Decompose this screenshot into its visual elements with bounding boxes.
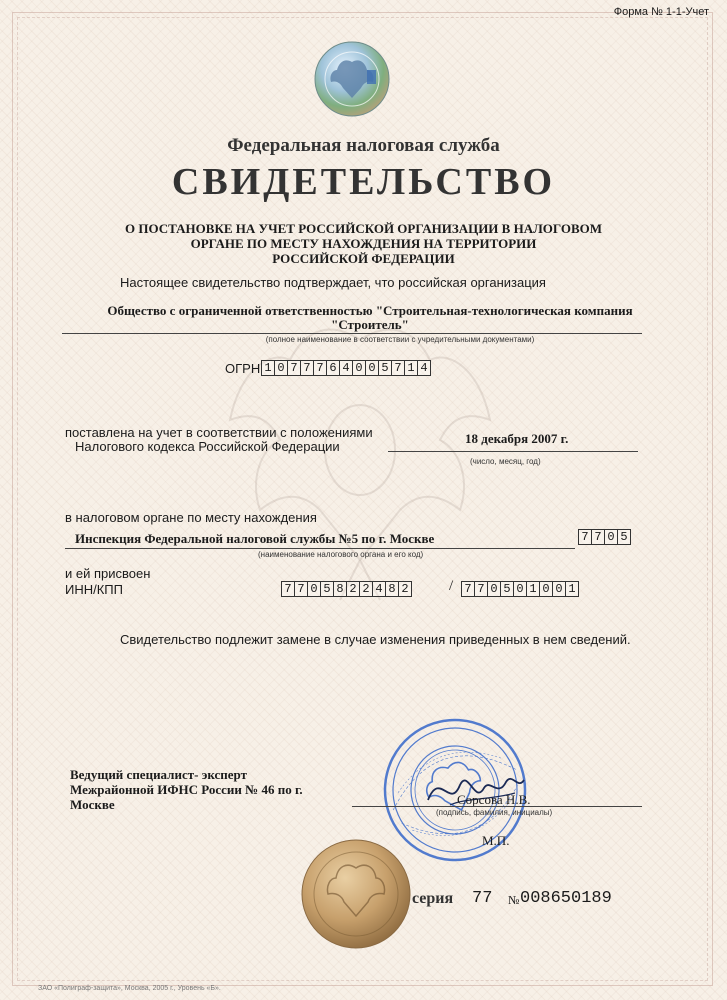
inn-digit-4: 5 bbox=[320, 581, 334, 597]
printer-note: ЗАО «Полиграф-защита», Москва, 2005 г., Уровень «Б». bbox=[38, 985, 221, 992]
inn-digit-10: 2 bbox=[398, 581, 412, 597]
signer-position-line-3: Москве bbox=[70, 797, 115, 812]
ogrn-digit-13: 4 bbox=[417, 360, 431, 376]
ogrn-digit-4: 7 bbox=[300, 360, 314, 376]
tax-code-digit-2: 7 bbox=[591, 529, 605, 545]
form-number: Форма № 1-1-Учет bbox=[613, 6, 709, 18]
signature-caption: (подпись, фамилия, инициалы) bbox=[436, 808, 553, 817]
ogrn-digit-7: 4 bbox=[339, 360, 353, 376]
subtitle-line-1: О ПОСТАНОВКЕ НА УЧЕТ РОССИЙСКОЙ ОРГАНИЗАЦИИ В НАЛОГОВОМ bbox=[125, 221, 602, 236]
organization-name-caption: (полное наименование в соответствии с учредительными документами) bbox=[265, 335, 535, 344]
kpp-digit-7: 0 bbox=[539, 581, 553, 597]
inn-digit-8: 4 bbox=[372, 581, 386, 597]
inn-kpp-label: ИНН/КПП bbox=[65, 582, 123, 597]
ogrn-digit-5: 7 bbox=[313, 360, 327, 376]
kpp-digit-2: 7 bbox=[474, 581, 488, 597]
inn-digit-9: 8 bbox=[385, 581, 399, 597]
ogrn-digit-boxes bbox=[262, 360, 431, 376]
gold-seal-icon bbox=[300, 838, 412, 950]
kpp-digit-8: 0 bbox=[552, 581, 566, 597]
document-title: СВИДЕТЕЛЬСТВО bbox=[171, 161, 556, 203]
tax-authority-code-boxes bbox=[579, 529, 631, 545]
registration-text-line-1: поставлена на учет в соответствии с положениями bbox=[65, 425, 373, 440]
kpp-digit-4: 5 bbox=[500, 581, 514, 597]
tax-authority-label: в налоговом органе по месту нахождения bbox=[65, 510, 317, 525]
ogrn-digit-8: 0 bbox=[352, 360, 366, 376]
kpp-digit-1: 7 bbox=[461, 581, 475, 597]
number-sign: № bbox=[508, 893, 520, 907]
inn-digit-3: 0 bbox=[307, 581, 321, 597]
series-label: серия bbox=[412, 890, 454, 907]
tax-code-digit-4: 5 bbox=[617, 529, 631, 545]
inn-digit-2: 7 bbox=[294, 581, 308, 597]
signature-underline bbox=[352, 806, 642, 807]
ogrn-digit-6: 6 bbox=[326, 360, 340, 376]
kpp-digit-3: 0 bbox=[487, 581, 501, 597]
series-value: 77 bbox=[472, 889, 493, 908]
tax-authority-underline bbox=[65, 548, 575, 549]
inn-digit-5: 8 bbox=[333, 581, 347, 597]
registration-date: 18 декабря 2007 г. bbox=[465, 431, 569, 446]
ogrn-digit-3: 7 bbox=[287, 360, 301, 376]
organization-name-line-2: "Строитель" bbox=[331, 317, 409, 332]
inn-digit-boxes bbox=[282, 581, 412, 597]
tax-authority-caption: (наименование налогового органа и его код) bbox=[258, 550, 424, 559]
replacement-note: Свидетельство подлежит замене в случае изменения приведенных в нем сведений. bbox=[120, 632, 631, 647]
kpp-digit-6: 1 bbox=[526, 581, 540, 597]
tax-code-digit-1: 7 bbox=[578, 529, 592, 545]
inn-assigned-text: и ей присвоен bbox=[65, 566, 151, 581]
ogrn-digit-12: 1 bbox=[404, 360, 418, 376]
certificate-number: 008650189 bbox=[520, 889, 612, 908]
inn-digit-7: 2 bbox=[359, 581, 373, 597]
ogrn-label: ОГРН bbox=[225, 361, 261, 376]
organization-name-line-1: Общество с ограниченной ответственностью "Строительная-технологическая компания bbox=[107, 303, 633, 318]
intro-text: Настоящее свидетельство подтверждает, что российская организация bbox=[120, 275, 546, 290]
registration-date-underline bbox=[388, 451, 638, 452]
inn-kpp-separator: / bbox=[449, 578, 454, 594]
subtitle-line-2: ОРГАНЕ ПО МЕСТУ НАХОЖДЕНИЯ НА ТЕРРИТОРИИ bbox=[190, 236, 537, 251]
subtitle-line-3: РОССИЙСКОЙ ФЕДЕРАЦИИ bbox=[272, 251, 455, 266]
kpp-digit-5: 0 bbox=[513, 581, 527, 597]
ogrn-digit-10: 5 bbox=[378, 360, 392, 376]
tax-authority-name: Инспекция Федеральной налоговой службы №5 по г. Москве bbox=[75, 531, 435, 546]
inn-digit-6: 2 bbox=[346, 581, 360, 597]
kpp-digit-boxes bbox=[462, 581, 579, 597]
eagle-watermark bbox=[210, 300, 510, 620]
signer-position-line-1: Ведущий специалист- эксперт bbox=[70, 767, 247, 782]
tax-code-digit-3: 0 bbox=[604, 529, 618, 545]
ogrn-digit-11: 7 bbox=[391, 360, 405, 376]
registration-date-caption: (число, месяц, год) bbox=[470, 457, 541, 466]
ogrn-digit-9: 0 bbox=[365, 360, 379, 376]
ogrn-digit-2: 0 bbox=[274, 360, 288, 376]
organization-name-underline bbox=[62, 333, 642, 334]
ogrn-digit-1: 1 bbox=[261, 360, 275, 376]
kpp-digit-9: 1 bbox=[565, 581, 579, 597]
signer-position-line-2: Межрайонной ИФНС России № 46 по г. bbox=[70, 782, 303, 797]
hologram-emblem-icon bbox=[313, 40, 391, 118]
agency-name: Федеральная налоговая служба bbox=[227, 135, 500, 156]
seal-place-label: М.П. bbox=[482, 833, 510, 848]
inn-digit-1: 7 bbox=[281, 581, 295, 597]
signer-name: Сорсова Н.В. bbox=[457, 792, 531, 807]
registration-text-line-2: Налогового кодекса Российской Федерации bbox=[75, 439, 340, 454]
